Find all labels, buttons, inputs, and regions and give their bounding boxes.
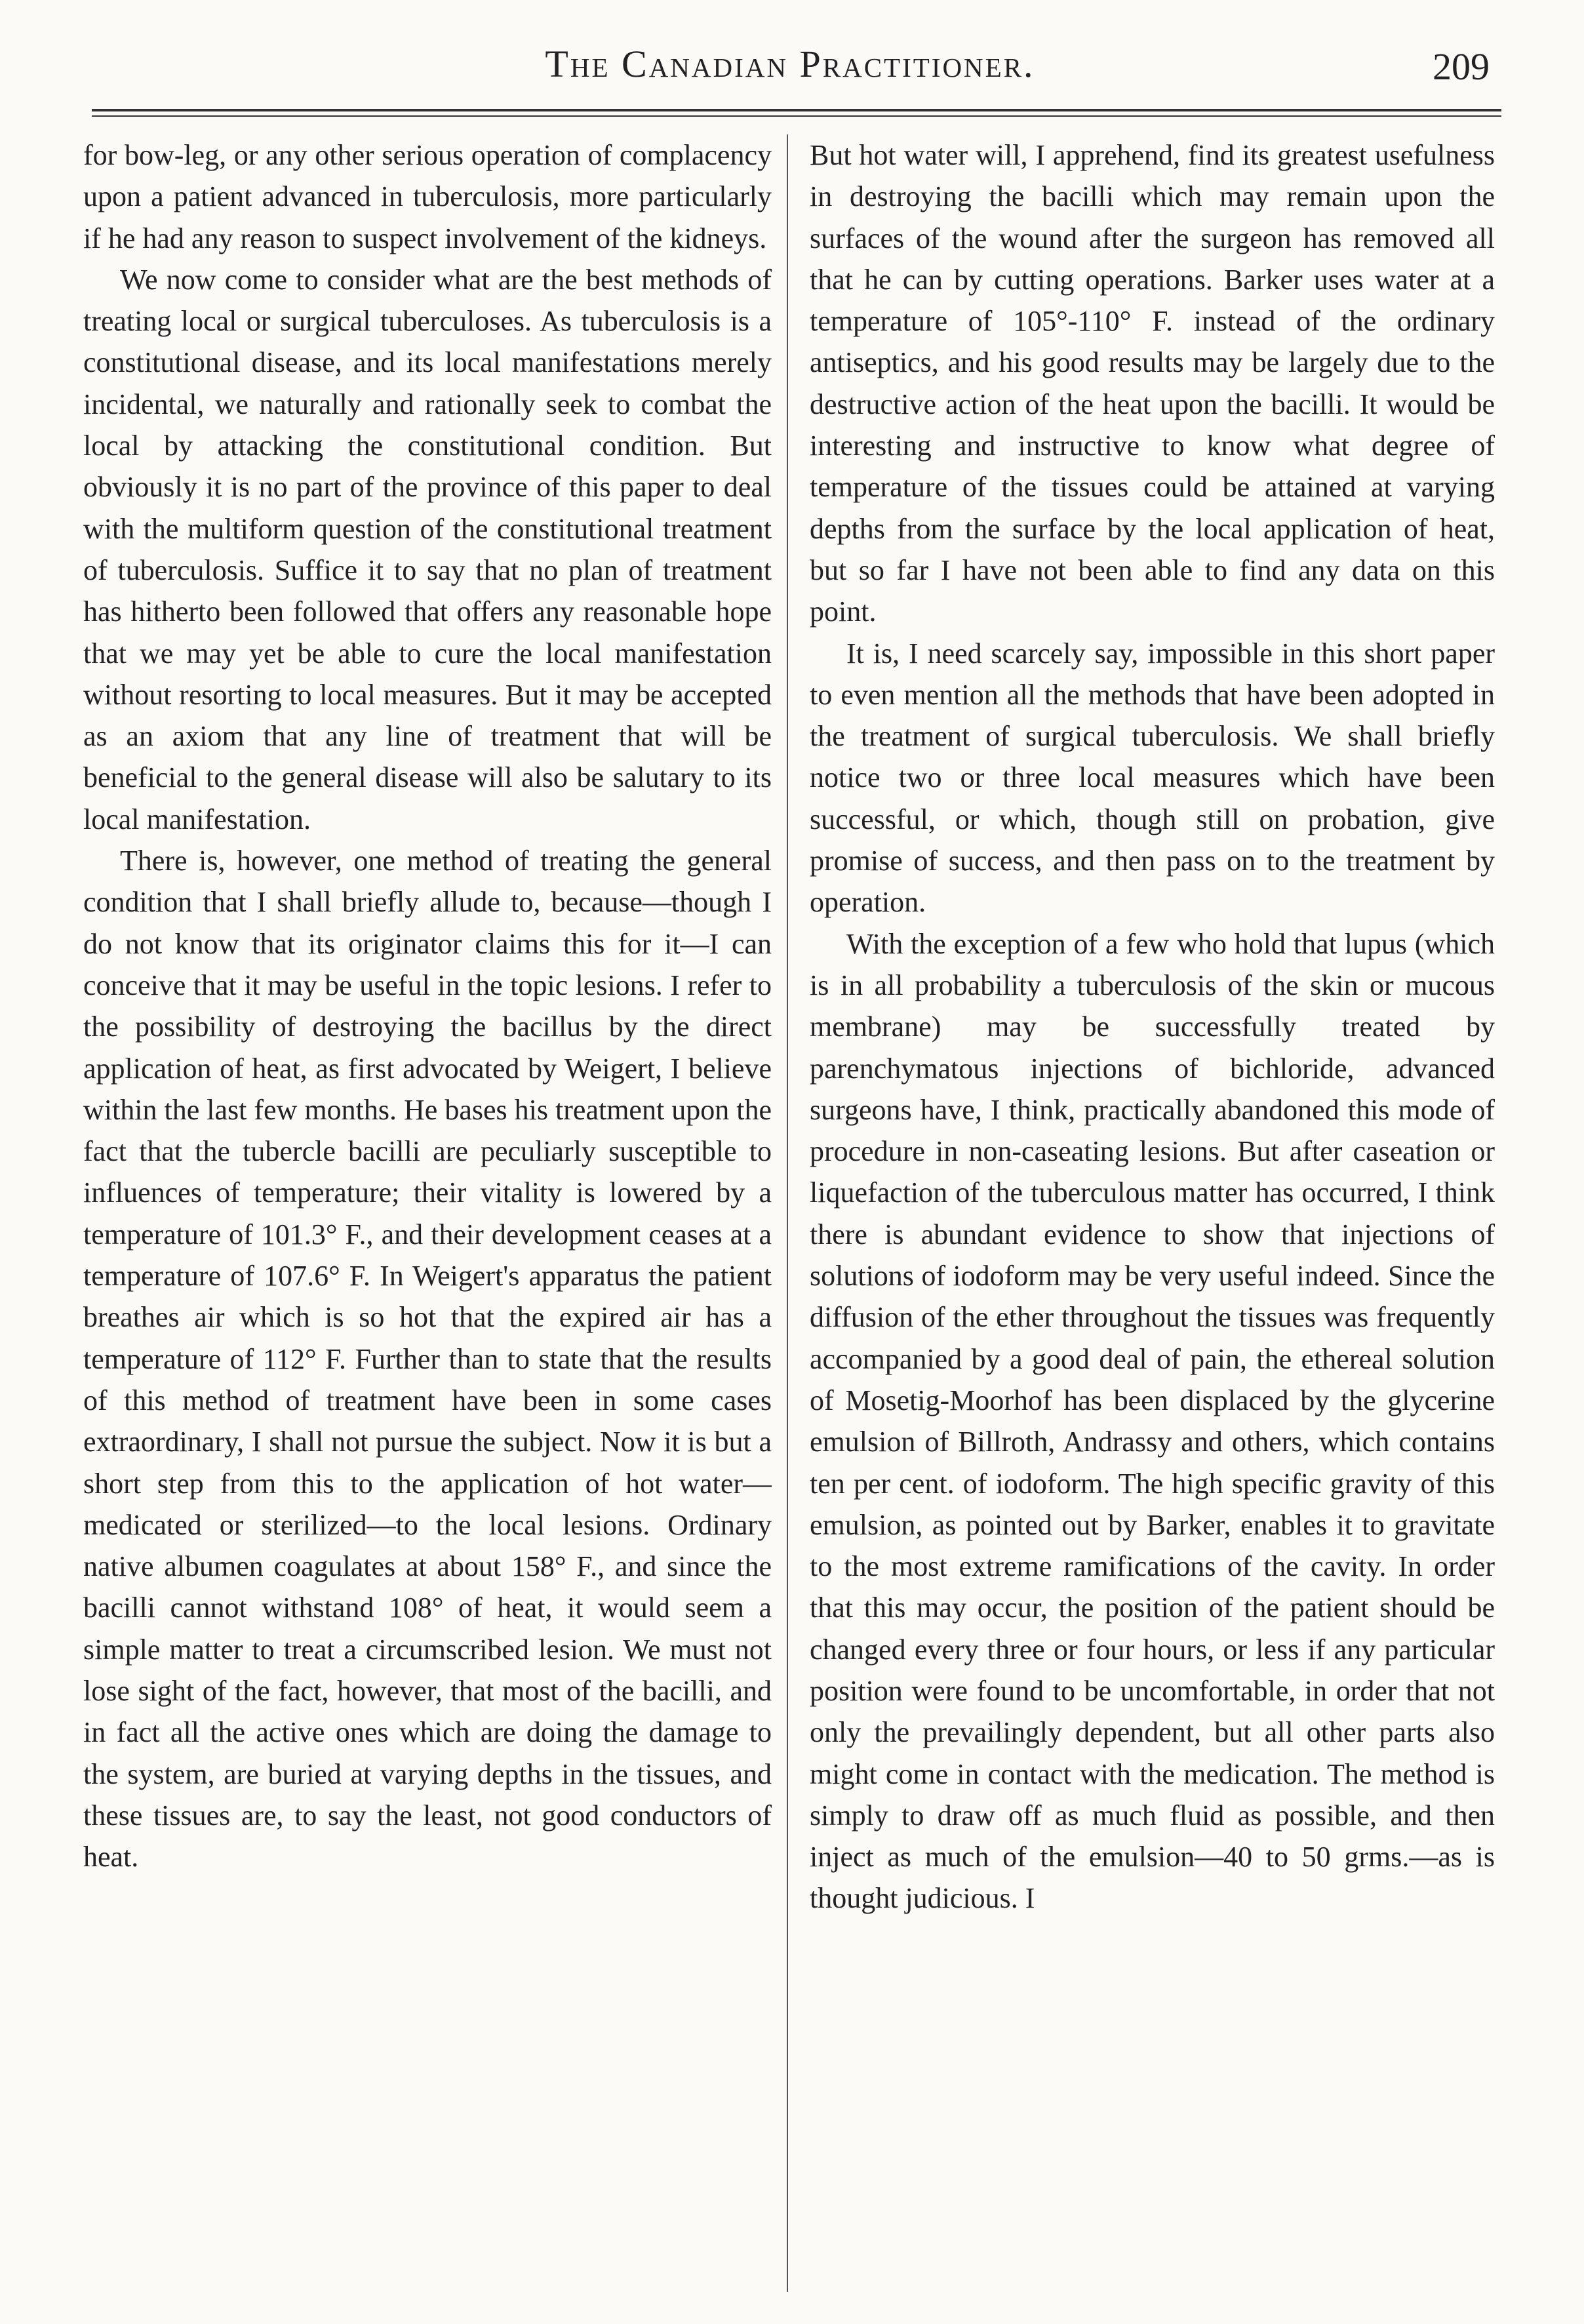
left-paragraph-3: There is, however, one method of treating the general condition that I shall briefly allude to, because—though I do not know that its originator claims this for it—I can conceive that it may be useful in the topic lesions. I refer to the possibility of destroying the bacillus by the direct application of heat, as first advocated by Weigert, I believe within the last few months. He bases his treatment upon the fact that the tubercle bacilli are peculiarly susceptible to influences of temperature; their vitality is lowered by a temperature of 101.3° F., and their development ceases at a temperature of 107.6° F. In Weigert's apparatus the patient breathes air which is so hot that the expired air has a temperature of 112° F. Further than to state that the results of this method of treatment have been in some cases extraordinary, I shall not pursue the subject. Now it is but a short step from this to the application of hot water—medicated or sterilized—to the local lesions. Ordinary native albumen coagulates at about 158° F., and since the bacilli cannot withstand 108° of heat, it would seem a simple matter to treat a circumscribed lesion. We must not lose sight of the fact, however, that most of the bacilli, and in fact all the active ones which are doing the damage to the system, are buried at varying depths in the tissues, and these tissues are, to say the least, not good conductors of heat.: [83, 845, 772, 1873]
right-paragraph-2: It is, I need scarcely say, impossible in this short paper to even mention all the methods that have been adopted in the treatment of surgical tuberculosis. We shall briefly notice two or three local measures which have been successful, or which, though still on probation, give promise of success, and then pass on to the treatment by operation.: [810, 637, 1495, 919]
right-paragraph-1: But hot water will, I apprehend, find its greatest usefulness in destroying the bacilli which may remain upon the surfaces of the wound after the surgeon has removed all that he can by cutting operations. Barker uses water at a temperature of 105°-110° F. instead of the ordinary antiseptics, and his good results may be largely due to the destructive action of the heat upon the bacilli. It would be interesting and instructive to know what degree of temperature of the tissues could be attained at varying depths from the surface by the local application of heat, but so far I have not been able to find any data on this point.: [810, 139, 1495, 628]
left-column: [83, 134, 772, 2298]
left-paragraph-2: We now come to consider what are the best methods of treating local or surgical tuberculoses. As tuberculosis is a constitutional disease, and its local manifestations merely incidental, we naturally and rationally seek to combat the local by attacking the constitutional condition. But obviously it is no part of the province of this paper to deal with the multiform question of the constitutional treatment of tuberculosis. Suffice it to say that no plan of treatment has hitherto been followed that offers any reasonable hope that we may yet be able to cure the local manifestation without resorting to local measures. But it may be accepted as an axiom that any line of treatment that will be beneficial to the general disease will also be salutary to its local manifestation.: [83, 263, 772, 835]
header-rule-thin: [92, 115, 1501, 117]
right-column: [810, 134, 1495, 2298]
left-paragraph-1: for bow-leg, or any other serious operation of complacency upon a patient advanced in tuberculosis, more particularly if he had any reason to suspect involvement of the kidneys.: [83, 139, 772, 254]
page-header: [85, 34, 1495, 100]
header-rule-thick: [92, 109, 1501, 111]
page-number: 209: [1433, 45, 1490, 88]
right-paragraph-3: With the exception of a few who hold that lupus (which is in all probability a tuberculosis of the skin or mucous membrane) may be successfully treated by parenchymatous injections of bichloride, advanced surgeons have, I think, practically abandoned this mode of procedure in non-caseating lesions. But after caseation or liquefaction of the tuberculous matter has occurred, I think there is abundant evidence to show that injections of solutions of iodoform may be very useful indeed. Since the diffusion of the ether throughout the tissues was frequently accompanied by a good deal of pain, the ethereal solution of Mosetig-Moorhof has been displaced by the glycerine emulsion of Billroth, Andrassy and others, which contains ten per cent. of iodoform. The high specific gravity of this emulsion, as pointed out by Barker, enables it to gravitate to the most extreme ramifications of the cavity. In order that this may occur, the position of the patient should be changed every three or four hours, or less if any particular position were found to be uncomfortable, in order that not only the prevailingly dependent, but all other parts also might come in contact with the medication. The method is simply to draw off as much fluid as possible, and then inject as much of the emulsion—40 to 50 grms.—as is thought judicious. I: [810, 927, 1495, 1915]
column-divider: [787, 134, 788, 2292]
journal-title: The Canadian Practitioner.: [545, 43, 1035, 85]
